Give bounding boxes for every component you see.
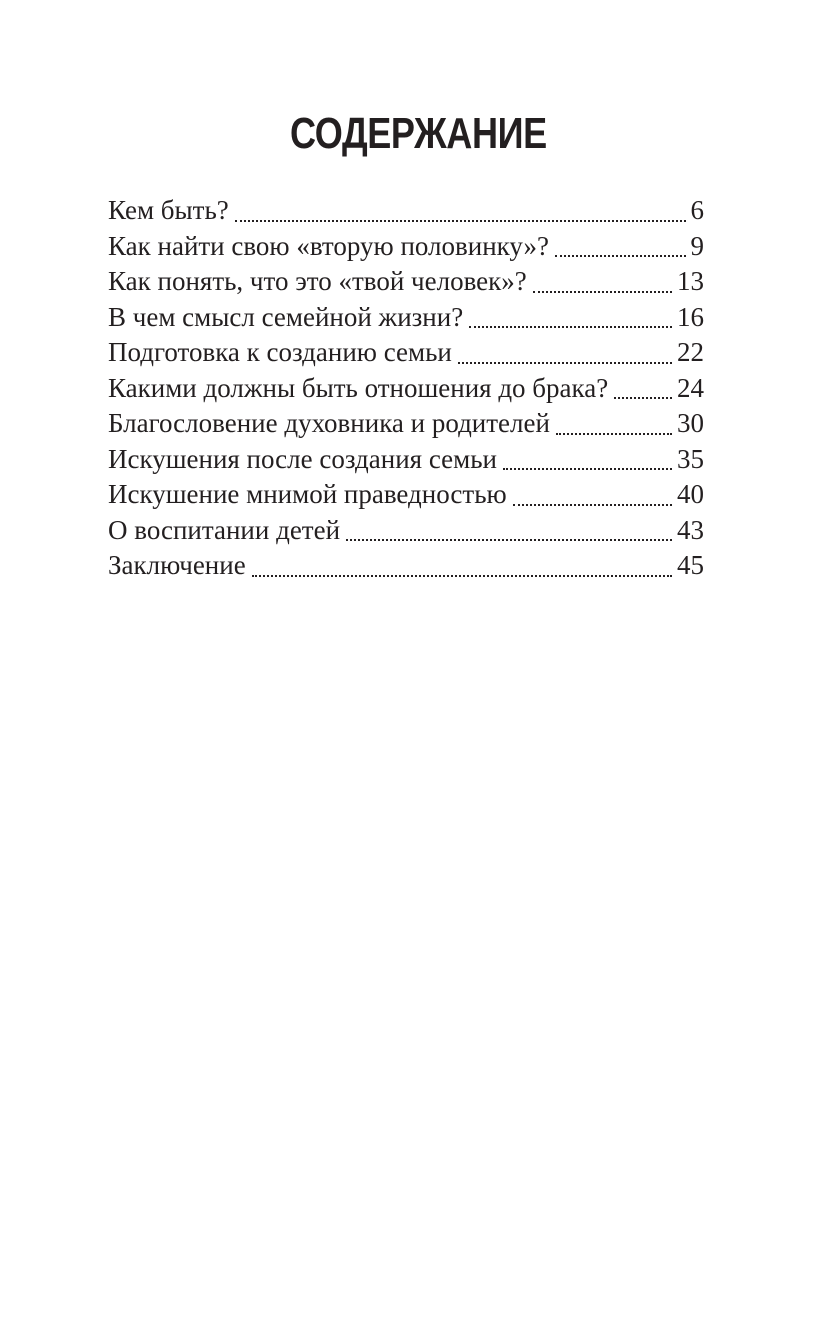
toc-entry-title: Благословение духовника и родителей	[108, 408, 550, 438]
toc-entry-title: Как найти свою «вторую половинку»?	[108, 230, 550, 261]
toc-entry-title: Кем быть?	[108, 195, 229, 225]
toc-dot-leader	[235, 198, 686, 222]
toc-entry-page: 43	[677, 514, 704, 545]
toc-entry-title: В чем смысл семейной жизни?	[108, 301, 464, 332]
toc-entry	[108, 477, 704, 513]
toc-dot-leader	[346, 517, 672, 541]
toc-entry-page: 45	[677, 550, 704, 580]
toc-entry	[108, 335, 704, 371]
toc-entry-page: 40	[677, 479, 704, 509]
toc-dot-leader	[458, 340, 672, 364]
toc-entry	[108, 264, 704, 300]
toc-entry-page: 9	[690, 230, 704, 261]
toc-entry-page: 35	[677, 443, 704, 474]
toc-entry	[108, 513, 704, 549]
toc-entry-page: 13	[677, 266, 704, 296]
toc-dot-leader	[614, 375, 672, 399]
toc-entry-title: Какими должны быть отношения до брака?	[108, 372, 609, 403]
toc-dot-leader	[533, 269, 672, 293]
toc-dot-leader	[513, 482, 672, 506]
toc-entry	[108, 371, 704, 407]
toc-entry-title: Искушения после создания семьи	[108, 443, 497, 474]
toc-entry-page: 6	[690, 195, 704, 225]
toc-entry	[108, 300, 704, 336]
page-title: СОДЕРЖАНИЕ	[290, 109, 547, 158]
toc-entry	[108, 442, 704, 478]
toc-entry-title: Искушение мнимой праведностью	[108, 479, 507, 509]
toc-dot-leader	[503, 446, 672, 470]
toc-dot-leader	[555, 233, 685, 257]
toc-entry	[108, 406, 704, 442]
toc-entry-page: 24	[677, 372, 704, 403]
toc-entry	[108, 548, 704, 584]
toc-entry-page: 16	[677, 301, 704, 332]
toc-entry-title: О воспитании детей	[108, 514, 341, 545]
toc-entry	[108, 229, 704, 265]
toc-list	[108, 193, 704, 584]
toc-entry-page: 30	[677, 408, 704, 438]
toc-entry-page: 22	[677, 337, 704, 367]
toc-entry	[108, 193, 704, 229]
toc-dot-leader	[252, 553, 672, 577]
toc-entry-title: Заключение	[108, 550, 246, 580]
toc-dot-leader	[556, 411, 672, 435]
toc-entry-title: Подготовка к созданию семьи	[108, 337, 452, 367]
toc-entry-title: Как понять, что это «твой человек»?	[108, 266, 527, 296]
toc-dot-leader	[469, 304, 672, 328]
